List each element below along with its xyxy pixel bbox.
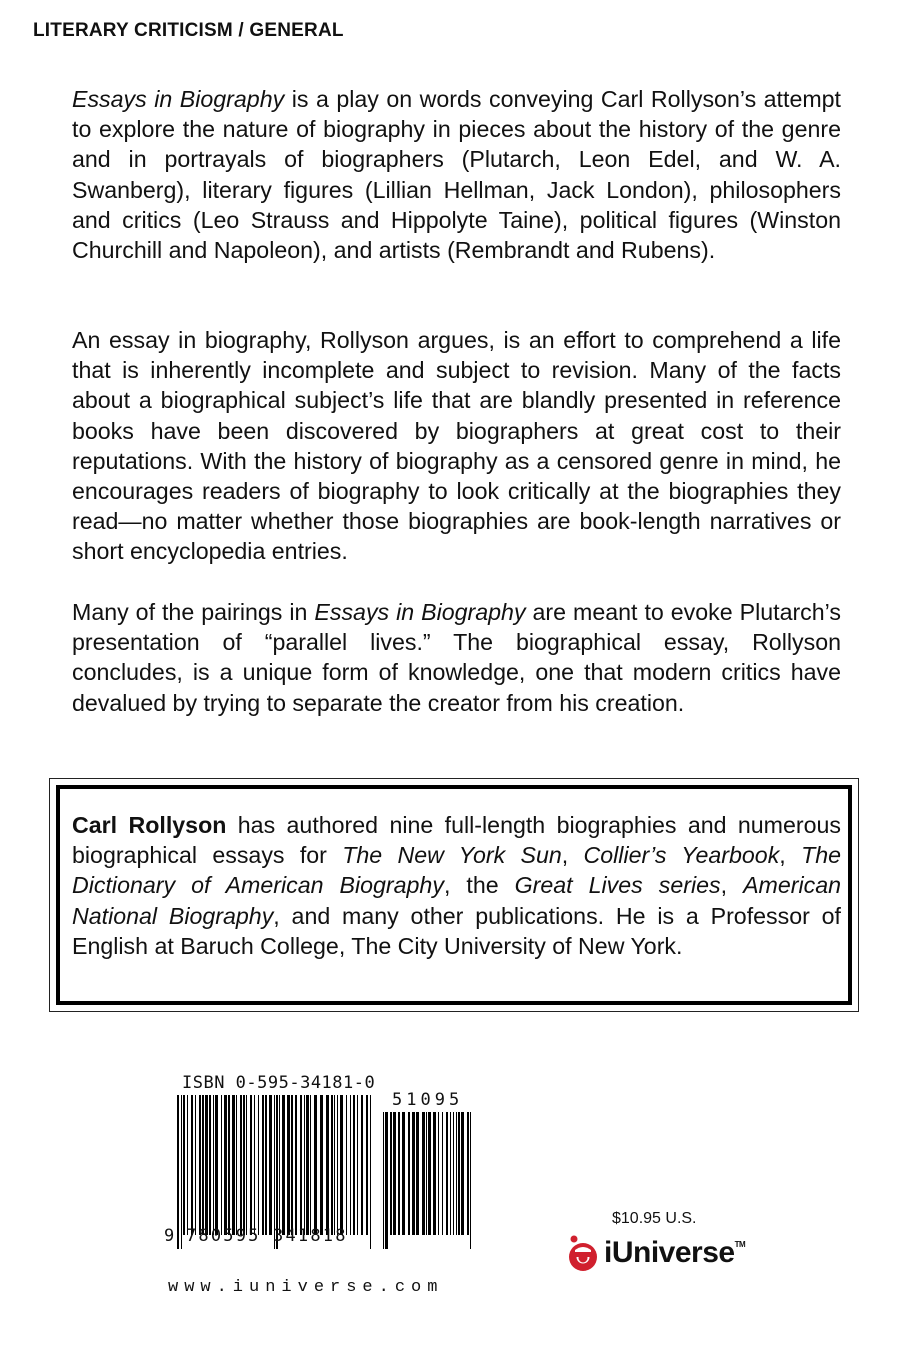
barcode-bar — [453, 1112, 454, 1235]
barcode-bar — [331, 1095, 333, 1235]
barcode-bar — [426, 1112, 427, 1235]
barcode-bar — [456, 1112, 457, 1235]
barcode-bar — [350, 1095, 351, 1235]
barcode-bar — [310, 1095, 311, 1235]
barcode-bar — [262, 1095, 264, 1235]
barcode-bar — [300, 1095, 302, 1235]
barcode-bar — [228, 1095, 230, 1235]
barcode-bar — [209, 1095, 211, 1235]
barcode-bar — [240, 1095, 242, 1235]
barcode-bar — [224, 1095, 227, 1235]
isbn-label: ISBN 0-595-34181-0 — [182, 1073, 376, 1093]
barcode-bar — [181, 1095, 182, 1249]
barcode-bar — [422, 1112, 425, 1235]
barcode-bar — [346, 1095, 347, 1235]
barcode-bar — [470, 1112, 471, 1249]
barcode-bar — [202, 1095, 204, 1235]
website-url[interactable]: www.iuniverse.com — [168, 1278, 444, 1297]
barcode-bar — [450, 1112, 451, 1235]
barcode-bar — [291, 1095, 293, 1235]
barcode-bar — [306, 1095, 309, 1235]
book-title: Essays in Biography — [314, 599, 526, 625]
barcode-bar — [442, 1112, 443, 1235]
barcode-addon — [383, 1112, 475, 1249]
price-label: $10.95 U.S. — [612, 1210, 697, 1227]
barcode-bar — [428, 1112, 431, 1235]
barcode-bar — [433, 1112, 436, 1235]
barcode-bar — [221, 1095, 222, 1235]
barcode-bar — [393, 1112, 396, 1235]
barcode-bar — [195, 1095, 196, 1235]
barcode-bar — [326, 1095, 329, 1235]
barcode-bar — [279, 1095, 280, 1235]
barcode-bar — [213, 1095, 214, 1235]
barcode-bar — [320, 1095, 323, 1235]
barcode-bar — [366, 1095, 368, 1235]
ean-digits: 780595 341818 — [186, 1226, 348, 1246]
author-name: Carl Rollyson — [72, 812, 227, 838]
barcode-bar — [215, 1095, 218, 1235]
description-paragraph-2: An essay in biography, Rollyson argues, is an effort to comprehend a life that is inherently incomplete and subject to revision. Many of the facts about a biographical subject’s life that are blandly presented in reference books have been discovered by biographers at great cost to their reputations. With the history of biography as a censored genre in mind, he encourages readers of biography to look critically at the biographies they read—no matter whether those biographies are book-length narratives or short encyclopedia entries. — [72, 327, 841, 565]
iuniverse-logo-icon — [566, 1234, 600, 1272]
barcode-bar — [183, 1095, 185, 1235]
ean-first-digit: 9 — [164, 1226, 175, 1246]
barcode-bar — [258, 1095, 259, 1235]
barcode-bar — [287, 1095, 290, 1235]
barcode-bar — [390, 1112, 392, 1235]
barcode-bar — [438, 1112, 439, 1235]
description-paragraph-3: Many of the pairings in Essays in Biography are meant to evoke Plutarch’s presentation of “parallel lives.” The biographical essay, Rollyson concludes, is a unique form of knowledge, one that modern critics have devalued by trying to separate the creator from his creation. — [72, 599, 841, 716]
barcode-bar — [467, 1112, 469, 1235]
barcode-bar — [191, 1095, 193, 1235]
publisher-name: iUniverse™ — [604, 1236, 746, 1269]
barcode-bar — [383, 1112, 384, 1249]
barcode-bar — [187, 1095, 188, 1235]
barcode-bar — [282, 1095, 285, 1235]
barcode-bar — [461, 1112, 464, 1235]
barcode-bar — [361, 1095, 363, 1235]
barcode-bar — [408, 1112, 410, 1235]
barcode-bar — [304, 1095, 305, 1235]
barcode-bar — [314, 1095, 317, 1235]
barcode-bar — [385, 1112, 388, 1249]
barcode-bar — [246, 1095, 247, 1235]
barcode-bar — [412, 1112, 415, 1235]
barcode-bar — [269, 1095, 272, 1235]
barcode-bar — [370, 1095, 371, 1249]
price-code: 51095 — [392, 1090, 464, 1110]
barcode-bar — [337, 1095, 338, 1235]
barcode-bar — [199, 1095, 201, 1235]
barcode-bar — [353, 1095, 355, 1235]
barcode-bar — [398, 1112, 400, 1235]
barcode-bar — [177, 1095, 179, 1249]
barcode-bar — [243, 1095, 245, 1235]
barcode-bar — [236, 1095, 237, 1235]
author-bio: Carl Rollyson has authored nine full-length biographies and numerous biographical essays for The New York Sun, Collier’s Yearbook, The Dictionary of American Biography, the Great Lives series, American National Biography, and many other publications. He is a Professor of English at Baruch College, The City University of New York. — [72, 812, 842, 959]
barcode-bar — [334, 1095, 335, 1235]
description-paragraph-1: Essays in Biography is a play on words conveying Carl Rollyson’s attempt to explore the nature of biography in pieces about the history of the genre and in portrayals of biographers (Plutarch, Leon Edel, and W. A. Swanberg), literary figures (Lillian Hellman, Jack London), philosophers and critics (Leo Strauss and Hippolyte Taine), political figures (Winston Churchill and Napoleon), and artists (Rembrandt and Rubens). — [72, 86, 841, 264]
category-label: LITERARY CRITICISM / GENERAL — [33, 20, 344, 41]
barcode-bar — [254, 1095, 255, 1235]
barcode-bar — [402, 1112, 405, 1235]
barcode-bar — [446, 1112, 448, 1235]
publisher-logo — [566, 1234, 745, 1272]
barcode-bar — [205, 1095, 208, 1235]
barcode-bar — [458, 1112, 460, 1235]
barcode-bar — [340, 1095, 343, 1235]
barcode-bar — [232, 1095, 235, 1235]
barcode-bar — [295, 1095, 297, 1235]
barcode-bar — [265, 1095, 267, 1235]
book-title: Essays in Biography — [72, 86, 285, 112]
barcode-bar — [416, 1112, 419, 1235]
barcode-bar — [357, 1095, 358, 1235]
barcode-bar — [250, 1095, 252, 1235]
